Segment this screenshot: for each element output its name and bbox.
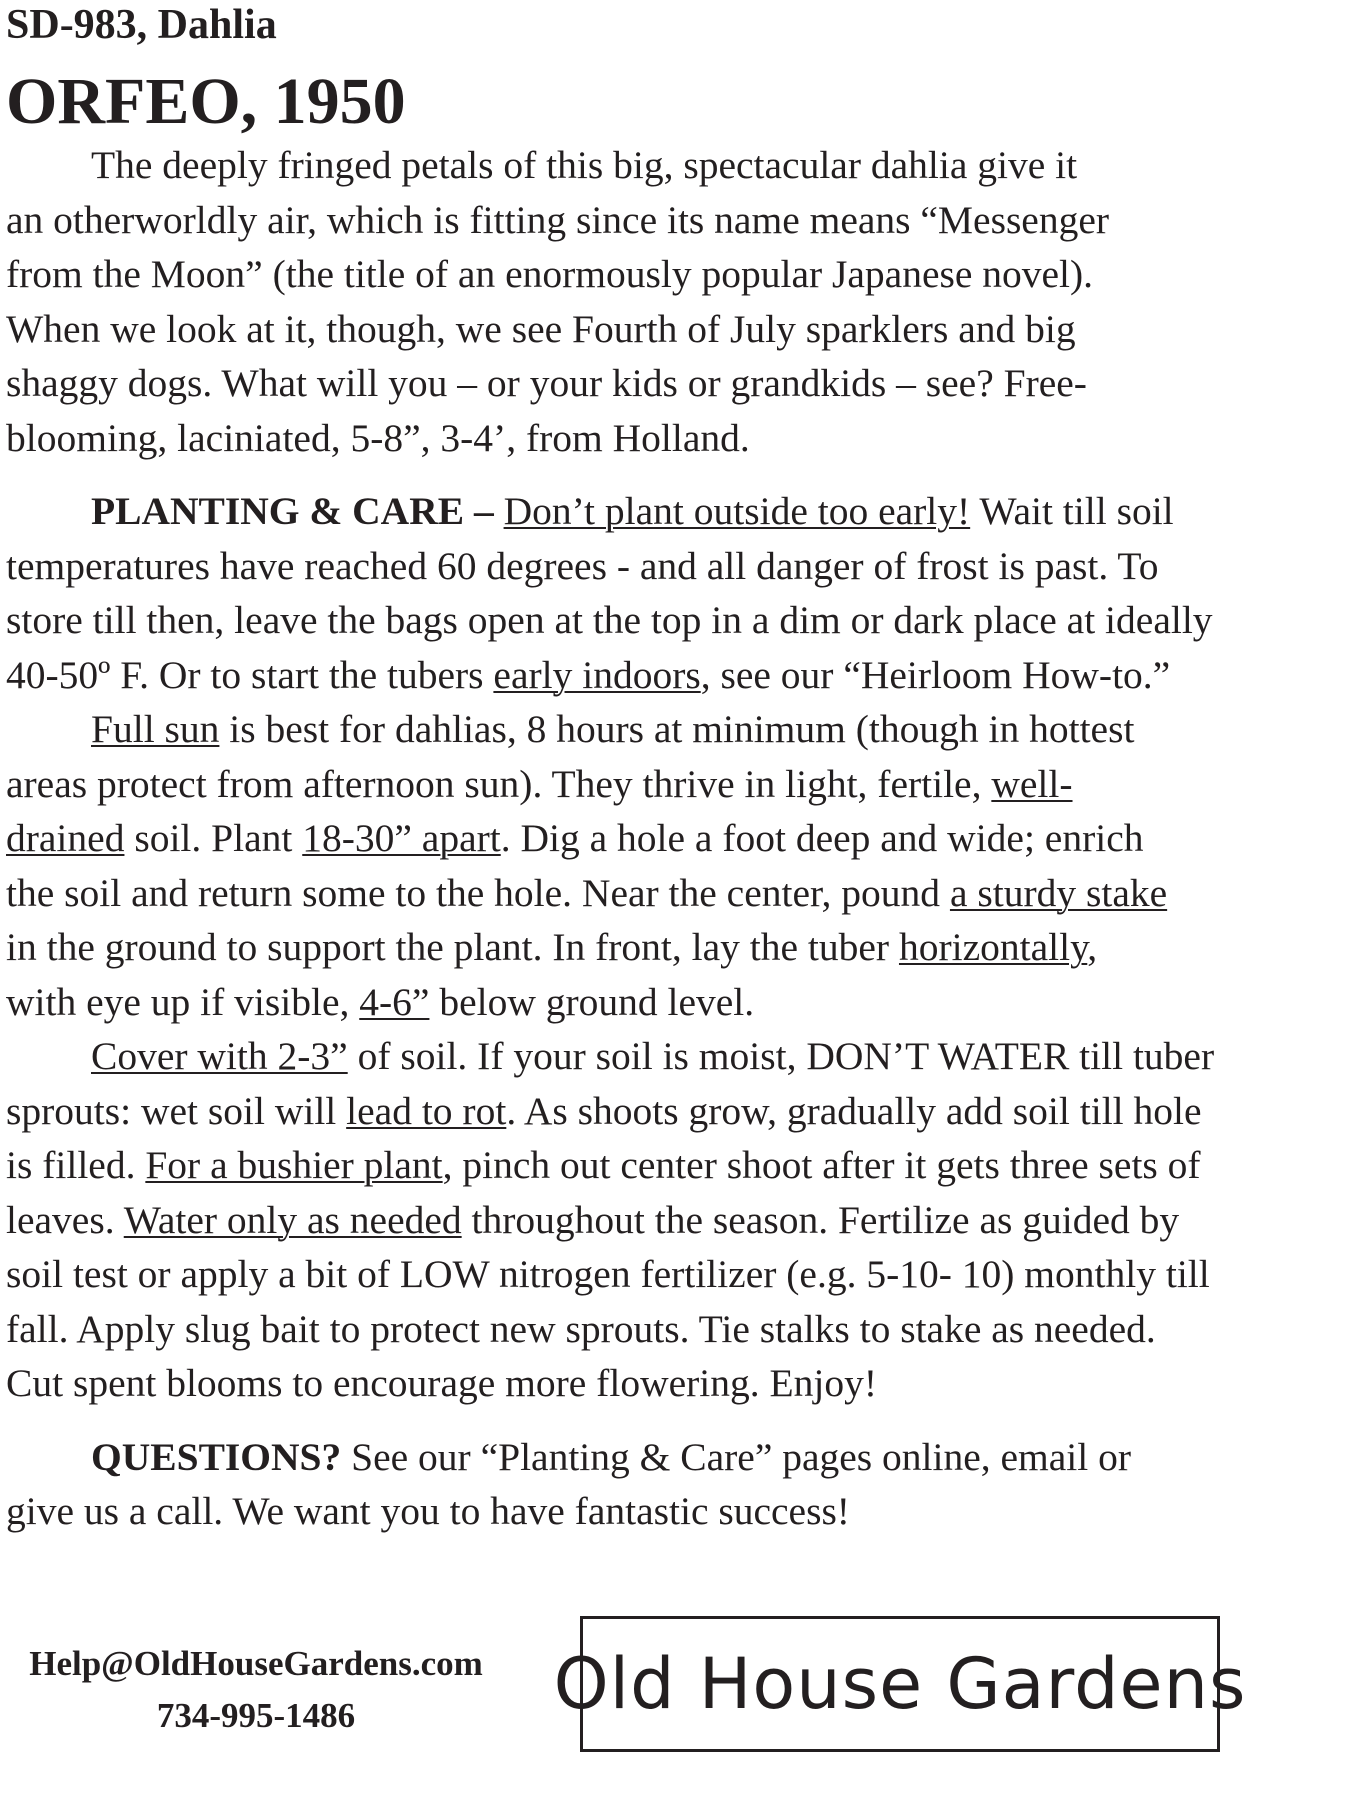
planting-paragraph-2 (6, 702, 1306, 1029)
text-run: , pinch out center shoot after it gets three sets of (442, 1143, 1201, 1187)
planting-line (6, 757, 1306, 812)
underlined-phrase: Water only as needed (123, 1197, 462, 1242)
text-run: is filled. (6, 1143, 146, 1187)
planting-line (6, 484, 1306, 539)
text-run: is best for dahlias, 8 hours at minimum (though in hottest (219, 707, 1135, 751)
company-logo (553, 1616, 1247, 1752)
planting-heading: PLANTING & CARE – (91, 489, 494, 533)
planting-line (6, 975, 1306, 1030)
underlined-phrase: For a bushier plant (145, 1143, 443, 1187)
text-run: in the ground to support the plant. In front, lay the tuber (6, 925, 899, 969)
text-run: See our “Planting & Care” pages online, email or (341, 1434, 1132, 1479)
text-run: areas protect from afternoon sun). They thrive in light, fertile, (6, 761, 992, 806)
underlined-phrase: drained (6, 816, 125, 860)
text-run: leaves. (6, 1197, 124, 1242)
description-paragraph (6, 138, 1306, 465)
planting-line (6, 1138, 1306, 1193)
contact-phone: 734-995-1486 (156, 1696, 356, 1735)
description-line: from the Moon” (the title of an enormously popular Japanese novel). (6, 252, 1094, 296)
logo-text: Old House Gardens (553, 1643, 1247, 1725)
text-run: sprouts: wet soil will (6, 1088, 347, 1133)
questions-heading: QUESTIONS? (91, 1434, 342, 1479)
product-sku: SD-983, Dahlia (6, 2, 277, 48)
text-run: . As shoots grow, gradually add soil till hole (506, 1088, 1202, 1133)
planting-paragraph-1 (6, 484, 1306, 702)
text-run: throughout the season. Fertilize as guided by (461, 1197, 1180, 1242)
contact-info (6, 1638, 506, 1742)
underlined-phrase: Don’t plant outside too early! (503, 489, 971, 533)
planting-line: temperatures have reached 60 degrees - and all danger of frost is past. To (6, 543, 1159, 588)
planting-line: fall. Apply slug bait to protect new sprouts. Tie stalks to stake as needed. (6, 1306, 1156, 1351)
underlined-phrase: early indoors (493, 652, 701, 697)
description-line: shaggy dogs. What will you – or your kids or grandkids – see? Free- (6, 361, 1087, 405)
questions-paragraph (6, 1430, 1306, 1539)
text-run: soil. Plant (124, 816, 303, 860)
planting-line (6, 920, 1306, 975)
planting-line: Cut spent blooms to encourage more flowering. Enjoy! (6, 1361, 878, 1405)
underlined-phrase: lead to rot (346, 1088, 507, 1133)
text-run: Wait till soil (970, 489, 1174, 533)
questions-line: give us a call. We want you to have fantastic success! (6, 1489, 850, 1533)
text-run: of soil. If your soil is moist, DON’T WATER till tuber (347, 1034, 1215, 1078)
text-run: the soil and return some to the hole. Near the center, pound (6, 870, 950, 915)
planting-line (6, 1193, 1306, 1248)
text-run: , see our “Heirloom How-to.” (700, 652, 1171, 697)
planting-line (6, 702, 1306, 757)
planting-line: soil test or apply a bit of LOW nitrogen fertilizer (e.g. 5-10- 10) monthly till (6, 1252, 1210, 1296)
text-run: , (1087, 925, 1098, 969)
planting-line: store till then, leave the bags open at the top in a dim or dark place at ideally (6, 598, 1213, 642)
planting-paragraph-3 (6, 1029, 1306, 1411)
text-run: 40-50º F. Or to start the tubers (6, 652, 494, 697)
description-line: an otherworldly air, which is fitting since its name means “Messenger (6, 197, 1110, 242)
contact-email: Help@OldHouseGardens.com (29, 1644, 483, 1683)
underlined-phrase: a sturdy stake (949, 870, 1168, 915)
underlined-phrase: Full sun (91, 707, 220, 751)
text-run: below ground level. (429, 979, 755, 1024)
planting-line (6, 648, 1306, 703)
underlined-phrase: well- (991, 761, 1073, 806)
underlined-phrase: 18-30” apart (302, 816, 501, 860)
text-run: . Dig a hole a foot deep and wide; enrich (500, 816, 1144, 860)
planting-line (6, 1029, 1306, 1084)
description-line: When we look at it, though, we see Fourth of July sparklers and big (6, 306, 1076, 351)
questions-line (6, 1430, 1306, 1485)
description-line: blooming, laciniated, 5-8”, 3-4’, from Holland. (6, 415, 750, 460)
text-run: with eye up if visible, (6, 979, 360, 1024)
planting-line (6, 1084, 1306, 1139)
product-name: ORFEO, 1950 (6, 65, 406, 138)
underlined-phrase: horizontally (898, 925, 1088, 969)
planting-line (6, 866, 1306, 921)
planting-line (6, 811, 1306, 866)
document-body (6, 138, 1306, 1539)
description-line: The deeply fringed petals of this big, spectacular dahlia give it (91, 143, 1078, 187)
underlined-phrase: 4-6” (359, 979, 430, 1024)
underlined-phrase: Cover with 2-3” (91, 1034, 348, 1078)
